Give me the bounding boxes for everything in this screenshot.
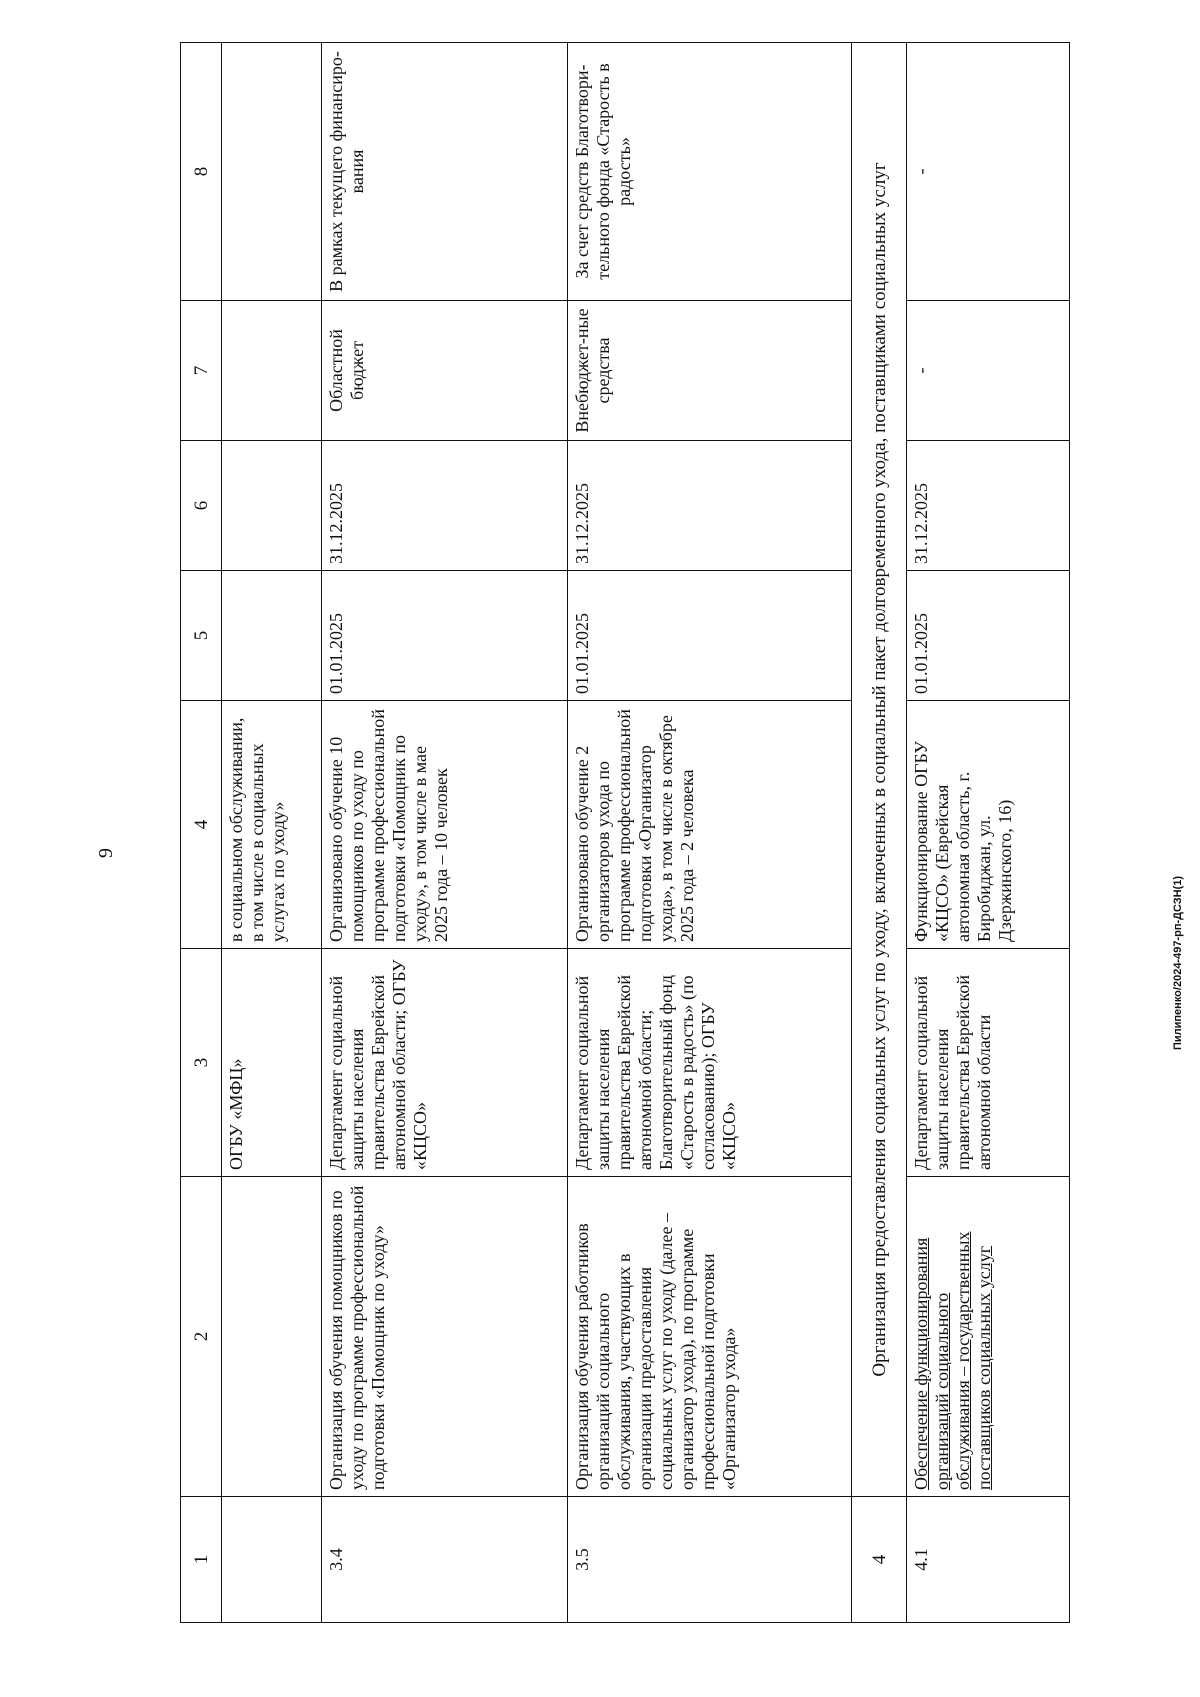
- row-funding: За счет средств Благотвори-тельного фонда «Старость в радость»: [568, 43, 852, 301]
- document-id: Пилипенко/2024-497-рп-ДСЗН(1): [1172, 875, 1184, 1050]
- header-cell-4: 4: [181, 701, 222, 949]
- row-name: [907, 1177, 1070, 1497]
- table-row: [907, 43, 1070, 1623]
- row-result: Функционирование ОГБУ «КЦСО» (Еврейская автономная область, г. Биробиджан, ул. Дзержинского, 16): [907, 701, 1070, 949]
- cont-start-cell: [222, 571, 322, 701]
- header-cell-1: 1: [181, 1497, 222, 1623]
- row-end-date: 31.12.2025: [322, 441, 568, 571]
- row-funding: В рамках текущего финансиро-вания: [322, 43, 568, 301]
- cont-funding-cell: [222, 43, 322, 301]
- row-start-date: 01.01.2025: [568, 571, 852, 701]
- header-cell-3: 3: [181, 949, 222, 1177]
- row-executor: Департамент социальной защиты населения правительства Еврейской автономной области; Благотворительный фонд «Старость в радость» (по согласованию); ОГБУ «КЦСО»: [568, 949, 852, 1177]
- row-num: 3.4: [322, 1497, 568, 1623]
- cont-name-cell: [222, 1177, 322, 1497]
- row-name: Организация обучения работников организаций социального обслуживания, участвующих в организации предоставления социальных услуг по уходу (далее – организатор ухода), по программе профессиональной подготовки «Организатор ухода»: [568, 1177, 852, 1497]
- header-cell-8: 8: [181, 43, 222, 301]
- page-number: 9: [95, 848, 117, 858]
- header-cell-6: 6: [181, 441, 222, 571]
- row-end-date: 31.12.2025: [907, 441, 1070, 571]
- row-source: -: [907, 301, 1070, 441]
- row-source: Областной бюджет: [322, 301, 568, 441]
- cont-num-cell: [222, 1497, 322, 1623]
- row-end-date: 31.12.2025: [568, 441, 852, 571]
- header-cell-2: 2: [181, 1177, 222, 1497]
- section-num: 4: [852, 1497, 907, 1623]
- row-num: 4.1: [907, 1497, 1070, 1623]
- header-row: [181, 43, 222, 1623]
- rotated-table-frame: [180, 43, 1070, 1623]
- table-row: [322, 43, 568, 1623]
- cont-executor-cell: ОГБУ «МФЦ»: [222, 949, 322, 1177]
- row-executor: Департамент социальной защиты населения правительства Еврейской автономной области: [907, 949, 1070, 1177]
- row-result: Организовано обучение 2 организаторов ухода по программе профессиональной подготовки «Организатор ухода», в том числе в октябре 2025 года – 2 человека: [568, 701, 852, 949]
- row-start-date: 01.01.2025: [322, 571, 568, 701]
- row-start-date: 01.01.2025: [907, 571, 1070, 701]
- row-funding: -: [907, 43, 1070, 301]
- row-name: Организация обучения помощников по уходу по программе профессиональной подготовки «Помощник по уходу»: [322, 1177, 568, 1497]
- plan-table: [180, 42, 1070, 1623]
- header-cell-7: 7: [181, 301, 222, 441]
- row-name-text: Обеспечение функционирования организаций социального обслуживания – государственных поставщиков социальных услуг: [911, 1231, 994, 1490]
- continuation-row: [222, 43, 322, 1623]
- table-row: [568, 43, 852, 1623]
- row-executor: Департамент социальной защиты населения правительства Еврейской автономной области; ОГБУ «КЦСО»: [322, 949, 568, 1177]
- cont-end-cell: [222, 441, 322, 571]
- cont-source-cell: [222, 301, 322, 441]
- section-title: Организация предоставления социальных услуг по уходу, включенных в социальный пакет долговременного ухода, поставщиками социальных услуг: [852, 43, 907, 1497]
- row-source: Внебюджет-ные средства: [568, 301, 852, 441]
- section-row: [852, 43, 907, 1623]
- row-result: Организовано обучение 10 помощников по уходу по программе профессиональной подготовки «Помощник по уходу», в том числе в мае 2025 года – 10 человек: [322, 701, 568, 949]
- header-cell-5: 5: [181, 571, 222, 701]
- row-num: 3.5: [568, 1497, 852, 1623]
- cont-result-cell: в социальном обслуживании, в том числе в социальных услугах по уходу»: [222, 701, 322, 949]
